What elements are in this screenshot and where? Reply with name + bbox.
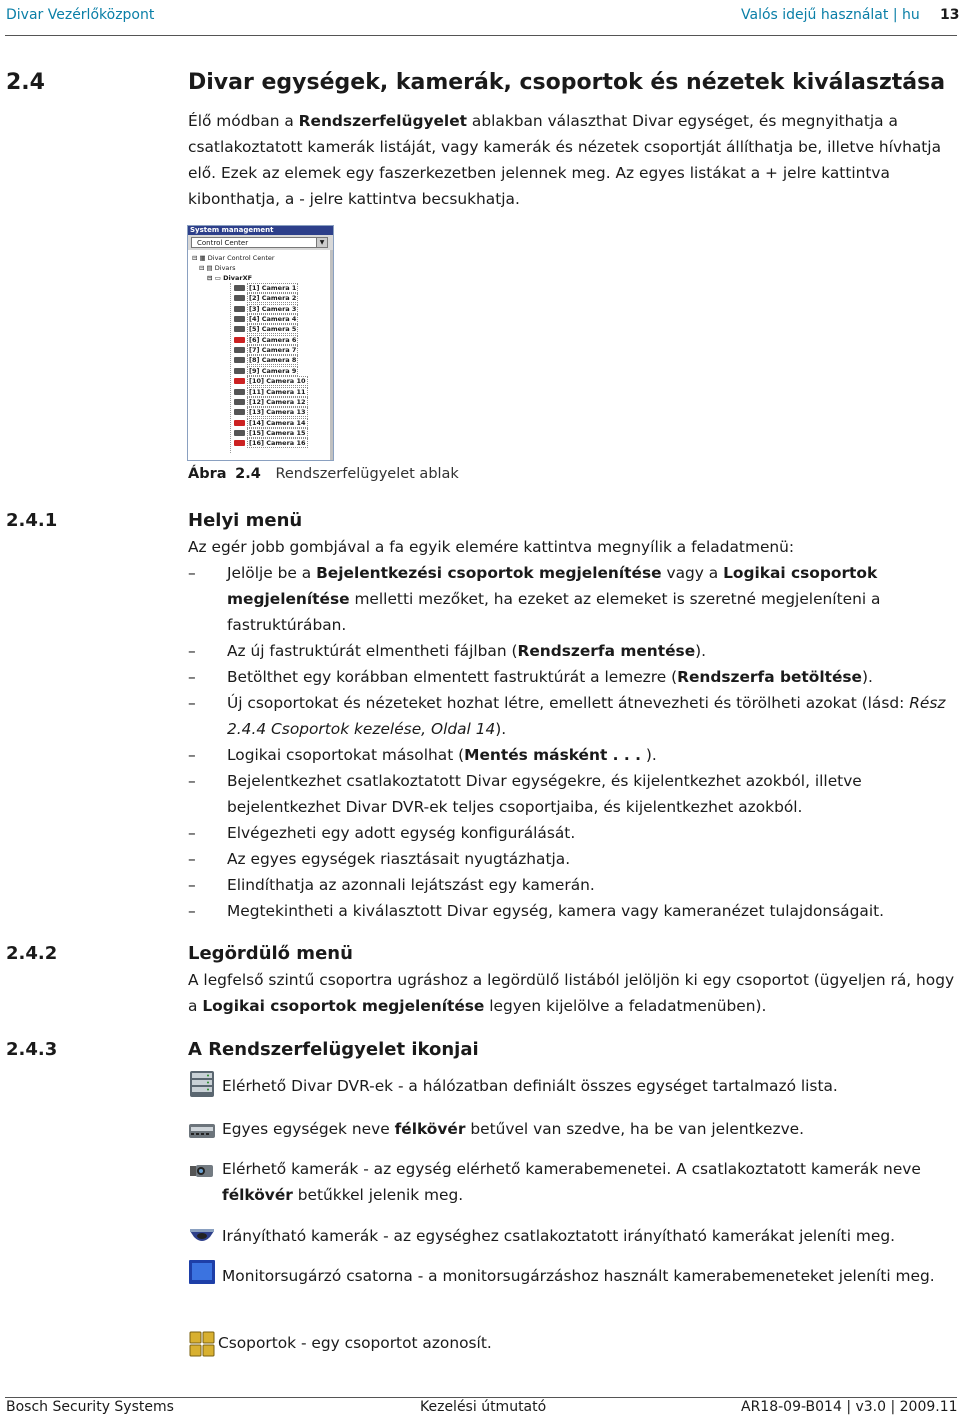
tree-camera-label: [3] Camera 3 <box>249 304 297 313</box>
footer-left: Bosch Security Systems <box>6 1399 174 1415</box>
tree-panel <box>188 250 333 460</box>
dvr-unit-icon: ▭ <box>214 274 221 282</box>
list-dash: – <box>188 850 196 868</box>
page-number: 13 <box>940 7 960 23</box>
server-rack-icon: ▤ <box>206 264 213 272</box>
context-menu-list <box>188 560 958 924</box>
section-number: 2.4 <box>6 70 45 95</box>
group-combo[interactable] <box>191 237 328 248</box>
control-center-icon: ▦ <box>199 254 206 262</box>
subsection-text: A legfelső szintű csoportra ugráshoz a legördülő listából jelöljön ki egy csoportot (ügyeljen rá, hogy a Logikai csoportok megjelenítése legyen kijelölve a feladatmenüben). <box>188 971 955 1015</box>
subsection-title: A Rendszerfelügyelet ikonjai <box>188 1039 479 1060</box>
camera-icon <box>188 1158 216 1186</box>
figure-number: 2.4 <box>235 466 261 482</box>
server-rack-icon <box>188 1070 216 1098</box>
tree-camera-label: [10] Camera 10 <box>249 377 306 386</box>
tree-camera-item[interactable] <box>234 367 298 375</box>
camera-disconnected-icon <box>234 420 245 426</box>
camera-icon <box>234 306 245 312</box>
footer-right: AR18-09-B014 | v3.0 | 2009.11 <box>741 1399 958 1415</box>
tree-camera-label: [13] Camera 13 <box>249 408 306 417</box>
tree-unit[interactable]: ⊟ ▭ DivarXF <box>207 274 253 282</box>
list-item-text: Jelölje be a Bejelentkezési csoportok megjelenítése vagy a Logikai csoportok megjelenítése melletti mezőket, ha ezeket az elemeket is szeretné megjeleníteni a fastruktúrában. <box>227 564 881 634</box>
camera-icon <box>234 409 245 415</box>
chevron-down-icon[interactable]: ▼ <box>316 238 327 247</box>
dvr-unit-icon <box>188 1118 216 1146</box>
camera-disconnected-icon <box>234 337 245 343</box>
section-title: Divar egységek, kamerák, csoportok és nézetek kiválasztása <box>188 70 946 95</box>
header-right: Valós idejű használat | hu <box>741 7 920 23</box>
tree-camera-label: [16] Camera 16 <box>249 439 306 448</box>
list-dash: – <box>188 746 196 764</box>
tree-camera-item[interactable] <box>234 346 298 354</box>
camera-icon <box>234 357 245 363</box>
subsection-number: 2.4.2 <box>6 943 58 964</box>
header-rule <box>5 35 957 36</box>
camera-icon <box>234 285 245 291</box>
subsection-title: Helyi menü <box>188 510 303 531</box>
tree-camera-label: [9] Camera 9 <box>249 366 297 375</box>
tree-camera-item[interactable] <box>234 398 308 406</box>
tree-camera-item[interactable] <box>234 408 308 416</box>
tree-camera-item[interactable] <box>234 377 308 385</box>
tree-group[interactable]: ⊟ ▤ Divars <box>199 264 236 272</box>
icon-desc: Elérhető Divar DVR-ek - a hálózatban definiált összes egységet tartalmazó lista. <box>222 1077 838 1095</box>
tree-camera-label: [1] Camera 1 <box>249 284 297 292</box>
camera-icon <box>234 347 245 353</box>
camera-icon <box>234 399 245 405</box>
tree-camera-label: [6] Camera 6 <box>249 335 297 344</box>
list-item <box>188 560 958 638</box>
list-item-text: Elindíthatja az azonnali lejátszást egy kamerán. <box>227 876 595 894</box>
tree-root[interactable]: ⊟ ▦ Divar Control Center <box>192 254 275 262</box>
list-item-text: Bejelentkezhet csatlakoztatott Divar egységekre, és kijelentkezhet azokból, illetve bejelentkezhet Divar DVR-ek teljes csoportjaiba, és kijelentkezhet azokból. <box>227 772 862 816</box>
groups-icon <box>188 1330 216 1358</box>
window-title: System management <box>188 226 333 235</box>
subsection-intro: Az egér jobb gombjával a fa egyik elemére kattintva megnyílik a feladatmenü: <box>188 538 795 556</box>
subsection-number: 2.4.1 <box>6 510 58 531</box>
camera-icon <box>234 326 245 332</box>
list-item <box>188 820 958 846</box>
list-dash: – <box>188 902 196 920</box>
list-item-text: Betölthet egy korábban elmentett fastruktúrát a lemezre (Rendszerfa betöltése). <box>227 668 873 686</box>
camera-icon <box>234 295 245 301</box>
tree-camera-item[interactable] <box>234 336 298 344</box>
tree-camera-label: [4] Camera 4 <box>249 315 297 324</box>
icon-desc: Csoportok - egy csoportot azonosít. <box>218 1334 492 1352</box>
figure-caption <box>188 466 459 482</box>
list-item-text: Elvégezheti egy adott egység konfigurálását. <box>227 824 576 842</box>
tree-camera-item[interactable] <box>234 315 298 323</box>
list-dash: – <box>188 824 196 842</box>
tree-camera-item[interactable] <box>234 305 298 313</box>
collapse-icon[interactable]: ⊟ <box>192 254 198 262</box>
camera-icon <box>234 316 245 322</box>
figure-caption-text: Rendszerfelügyelet ablak <box>275 466 459 482</box>
tree-camera-label: [5] Camera 5 <box>249 325 297 334</box>
icon-desc: Irányítható kamerák - az egységhez csatlakoztatott irányítható kamerákat jeleníti meg. <box>222 1227 896 1245</box>
list-item-text: Az egyes egységek riasztásait nyugtázhatja. <box>227 850 571 868</box>
list-item-text: Az új fastruktúrát elmentheti fájlban (Rendszerfa mentése). <box>227 642 707 660</box>
dome-camera-icon <box>188 1223 216 1251</box>
list-item <box>188 664 958 690</box>
tree-camera-item[interactable] <box>234 419 308 427</box>
subsection-title: Legördülő menü <box>188 943 353 964</box>
tree-camera-item[interactable] <box>234 429 308 437</box>
tree-camera-item[interactable] <box>234 439 308 447</box>
header-left: Divar Vezérlőközpont <box>6 7 155 23</box>
system-management-screenshot <box>187 225 334 461</box>
tree-camera-item[interactable] <box>234 325 298 333</box>
tree-camera-item[interactable] <box>234 388 308 396</box>
tree-camera-label: [12] Camera 12 <box>249 397 306 406</box>
icon-desc: Egyes egységek neve félkövér betűvel van szedve, ha be van jelentkezve. <box>222 1120 805 1138</box>
footer-center: Kezelési útmutató <box>420 1399 547 1415</box>
figure-label: Ábra <box>188 466 227 482</box>
list-dash: – <box>188 642 196 660</box>
camera-disconnected-icon <box>234 378 245 384</box>
icon-desc: Monitorsugárzó csatorna - a monitorsugárzáshoz használt kamerabemeneteket jeleníti meg. <box>222 1267 935 1285</box>
tree-line <box>230 283 231 453</box>
list-dash: – <box>188 876 196 894</box>
tree-camera-label: [14] Camera 14 <box>249 418 306 427</box>
camera-icon <box>234 389 245 395</box>
tree-camera-item[interactable] <box>234 284 298 292</box>
camera-disconnected-icon <box>234 440 245 446</box>
list-item <box>188 768 958 820</box>
tree-camera-label: [11] Camera 11 <box>249 387 306 396</box>
list-dash: – <box>188 694 196 712</box>
section-intro: Élő módban a Rendszerfelügyelet ablakban választhat Divar egységet, és megnyithatja a csatlakoztatott kamerák listáját, vagy kamerák és nézetek csoportját állíthatja be, illetve hívhatja elő. Ezek az elemek egy faszerkezetben jelennek meg. Az egyes listákat a + jelre kattintva kibonthatja, a - jelre kattintva becsukhatja. <box>188 112 941 208</box>
subsection-number: 2.4.3 <box>6 1039 58 1060</box>
collapse-icon[interactable]: ⊟ <box>207 274 213 282</box>
scrollbar[interactable] <box>330 250 333 460</box>
list-dash: – <box>188 668 196 686</box>
list-item <box>188 846 958 872</box>
tree-camera-label: [7] Camera 7 <box>249 346 297 355</box>
list-item-text: Logikai csoportokat másolhat (Mentés másként . . . ). <box>227 746 657 764</box>
list-dash: – <box>188 564 196 582</box>
footer-rule <box>5 1397 957 1398</box>
list-item <box>188 898 958 924</box>
list-item-text: Megtekintheti a kiválasztott Divar egység, kamera vagy kameranézet tulajdonságait. <box>227 902 885 920</box>
tree-camera-label: [15] Camera 15 <box>249 428 306 437</box>
list-item <box>188 638 958 664</box>
list-dash: – <box>188 772 196 790</box>
combo-value: Control Center <box>197 239 249 247</box>
tree-camera-item[interactable] <box>234 356 298 364</box>
icon-desc: Elérhető kamerák - az egység elérhető kamerabemenetei. A csatlakoztatott kamerák neve félkövér betűkkel jelenik meg. <box>222 1160 921 1204</box>
list-item-text: Új csoportokat és nézeteket hozhat létre, emellett átnevezheti és törölheti azokat (lásd: Rész 2.4.4 Csoportok kezelése, Oldal 14). <box>227 694 946 738</box>
camera-icon <box>234 430 245 436</box>
collapse-icon[interactable]: ⊟ <box>199 264 205 272</box>
list-item <box>188 872 958 898</box>
tree-camera-label: [2] Camera 2 <box>249 294 297 303</box>
list-item <box>188 690 958 742</box>
tree-camera-item[interactable] <box>234 294 298 302</box>
camera-icon <box>234 368 245 374</box>
tree-camera-label: [8] Camera 8 <box>249 356 297 365</box>
list-item <box>188 742 958 768</box>
